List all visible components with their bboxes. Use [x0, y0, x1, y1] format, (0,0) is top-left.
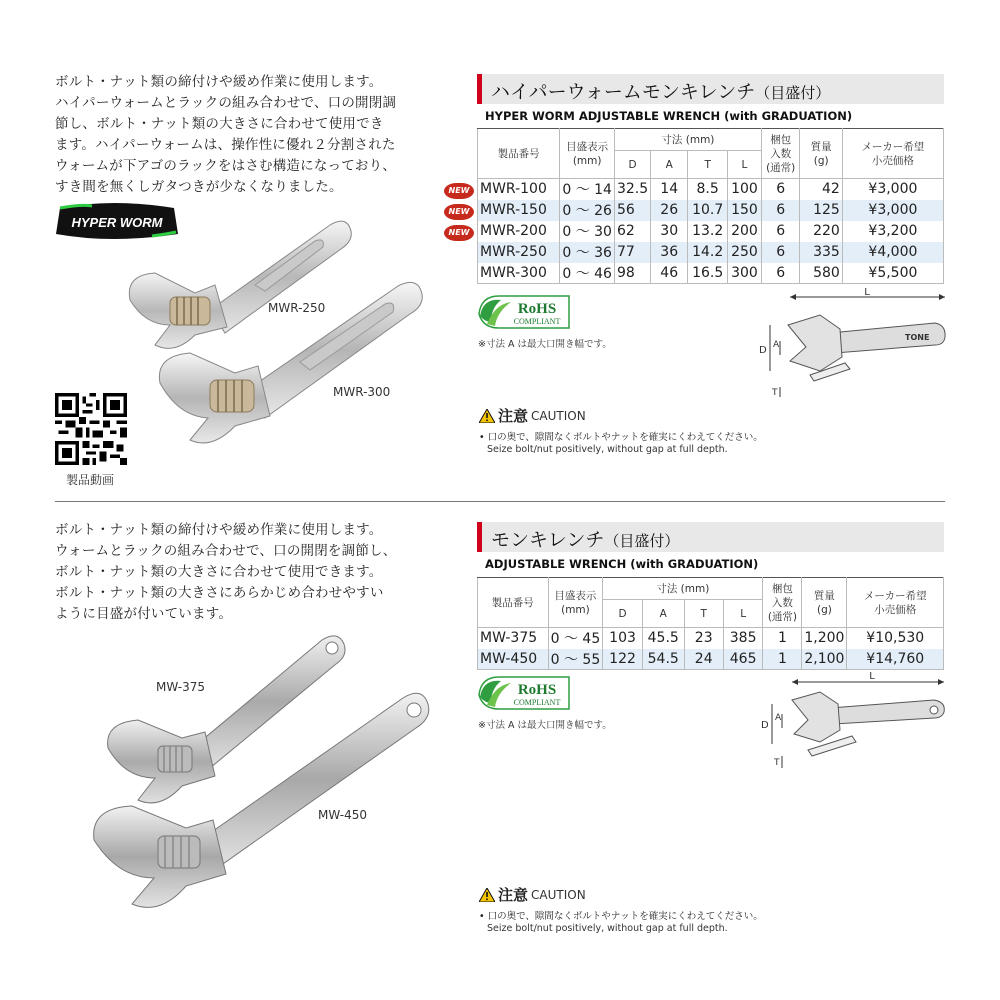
new-badge: NEW — [444, 204, 474, 220]
rohs-compliant-logo — [477, 292, 573, 332]
bottom-desc-line: ボルト・ナット類の締付けや緩め作業に使用します。 — [55, 522, 383, 538]
top-desc-line: ボルト・ナット類の締付けや緩め作業に使用します。 — [55, 74, 383, 90]
dimension-note: ※寸法 A は最大口開き幅です。 — [478, 720, 612, 731]
cell-model: MWR-150 — [478, 200, 560, 221]
cell-scale: 0 ～ 26 — [560, 200, 615, 221]
caution-jp: 注意 — [498, 886, 529, 904]
mw-375-label: MW-375 — [156, 680, 205, 694]
mw-450-label: MW-450 — [318, 808, 367, 822]
hyper-worm-logo-text: HYPER WORM — [71, 215, 163, 230]
top-spec-table — [477, 128, 944, 284]
cell-weight: 1,200 — [802, 628, 847, 649]
cell-price: ¥3,000 — [842, 200, 943, 221]
rohs-text: RoHS — [517, 301, 557, 317]
cell-a: 45.5 — [642, 628, 684, 649]
cell-l: 465 — [723, 649, 763, 670]
cell-scale: 0 ～ 45 — [548, 628, 603, 649]
cell-d: 77 — [614, 242, 650, 263]
bottom-title-suffix: （目盛付） — [604, 532, 680, 550]
section-divider — [55, 501, 945, 502]
table-row — [478, 179, 944, 200]
bottom-description — [55, 520, 396, 625]
cell-a: 30 — [651, 221, 688, 242]
col-t-header: T — [684, 600, 723, 628]
cell-pack: 1 — [763, 628, 802, 649]
cell-l: 385 — [723, 628, 763, 649]
cell-price: ¥4,000 — [842, 242, 943, 263]
top-description — [55, 72, 396, 198]
cell-model: MW-375 — [478, 628, 549, 649]
col-price-header: メーカー希望 小売価格 — [842, 129, 943, 179]
bottom-desc-line: ボルト・ナット類の大きさに合わせて使用できます。 — [55, 564, 383, 580]
new-badge: NEW — [444, 183, 474, 199]
cell-scale: 0 ～ 55 — [548, 649, 603, 670]
cell-price: ¥3,000 — [842, 179, 943, 200]
col-weight-header: 質量 (g) — [800, 129, 842, 179]
cell-pack: 6 — [761, 221, 800, 242]
cell-pack: 6 — [761, 179, 800, 200]
cell-pack: 6 — [761, 263, 800, 284]
caution-line-en: Seize bolt/nut positively, without gap at full depth. — [487, 923, 728, 934]
cell-a: 26 — [651, 200, 688, 221]
col-a-header: A — [651, 151, 688, 179]
cell-l: 150 — [728, 200, 762, 221]
cell-weight: 2,100 — [802, 649, 847, 670]
dimension-note: ※寸法 A は最大口開き幅です。 — [478, 339, 612, 350]
diagram-label-l: L — [869, 671, 875, 682]
cell-scale: 0 ～ 14 — [560, 179, 615, 200]
table-row — [478, 649, 944, 670]
col-weight-header: 質量 (g) — [802, 578, 847, 628]
cell-d: 32.5 — [614, 179, 650, 200]
top-desc-line: すき間を無くしガタつきが少なくなりました。 — [55, 179, 343, 195]
diagram-label-t: T — [772, 388, 778, 398]
cell-weight: 580 — [800, 263, 842, 284]
caution-line-en: Seize bolt/nut positively, without gap at full depth. — [487, 444, 728, 455]
caution-en: CAUTION — [531, 887, 586, 902]
bottom-title-jp: モンキレンチ — [491, 529, 605, 551]
bottom-caution — [479, 884, 763, 934]
cell-model: MWR-200 — [478, 221, 560, 242]
top-title-suffix: （目盛付） — [755, 84, 831, 102]
cell-d: 62 — [614, 221, 650, 242]
col-model-header: 製品番号 — [478, 129, 560, 179]
cell-l: 250 — [728, 242, 762, 263]
bottom-spec-table — [477, 577, 944, 670]
top-section-title — [477, 74, 944, 104]
cell-t: 24 — [684, 649, 723, 670]
cell-scale: 0 ～ 30 — [560, 221, 615, 242]
cell-weight: 335 — [800, 242, 842, 263]
cell-a: 46 — [651, 263, 688, 284]
table-row — [478, 628, 944, 649]
new-badge: NEW — [444, 225, 474, 241]
top-caution — [479, 405, 763, 455]
bottom-section-title — [477, 522, 944, 552]
cell-weight: 42 — [800, 179, 842, 200]
diagram-label-d: D — [759, 345, 767, 356]
table-row — [478, 242, 944, 263]
bottom-desc-line: ように目盛が付いています。 — [55, 606, 233, 622]
top-title-jp: ハイパーウォームモンキレンチ — [491, 81, 756, 103]
rohs-compliant-logo — [477, 673, 573, 713]
top-desc-line: 節し、ボルト・ナット類の大きさに合わせて使用でき — [55, 116, 384, 132]
qr-code-image[interactable] — [55, 393, 127, 465]
caution-en: CAUTION — [531, 408, 586, 423]
diagram-label-t: T — [774, 758, 780, 768]
mw-dimension-diagram — [752, 668, 952, 778]
col-model-header: 製品番号 — [478, 578, 549, 628]
diagram-label-a: A — [773, 340, 780, 350]
caution-jp: 注意 — [498, 407, 529, 425]
mwr-250-label: MWR-250 — [268, 301, 326, 315]
col-l-header: L — [723, 600, 763, 628]
col-dims-header: 寸法 (mm) — [603, 578, 763, 600]
mwr-dimension-diagram — [750, 285, 950, 405]
col-a-header: A — [642, 600, 684, 628]
col-d-header: D — [603, 600, 643, 628]
bottom-desc-line: ボルト・ナット類の大きさにあらかじめ合わせやすい — [55, 585, 384, 601]
col-dims-header: 寸法 (mm) — [614, 129, 761, 151]
cell-model: MWR-250 — [478, 242, 560, 263]
bottom-title-en: ADJUSTABLE WRENCH (with GRADUATION) — [485, 557, 759, 571]
diagram-label-d: D — [761, 720, 769, 731]
mwr-300-label: MWR-300 — [333, 385, 391, 399]
cell-model: MWR-300 — [478, 263, 560, 284]
col-pack-header: 梱包 入数 (通常) — [761, 129, 800, 179]
top-desc-line: ます。ハイパーウォームは、操作性に優れ２分割された — [55, 137, 396, 153]
cell-pack: 6 — [761, 200, 800, 221]
cell-weight: 220 — [800, 221, 842, 242]
table-row — [478, 221, 944, 242]
cell-price: ¥10,530 — [847, 628, 944, 649]
warning-icon — [479, 888, 495, 902]
cell-d: 56 — [614, 200, 650, 221]
cell-weight: 125 — [800, 200, 842, 221]
cell-t: 14.2 — [688, 242, 728, 263]
warning-icon — [479, 409, 495, 423]
table-row — [478, 263, 944, 284]
cell-price: ¥3,200 — [842, 221, 943, 242]
cell-d: 98 — [614, 263, 650, 284]
cell-t: 23 — [684, 628, 723, 649]
cell-l: 200 — [728, 221, 762, 242]
cell-price: ¥14,760 — [847, 649, 944, 670]
cell-scale: 0 ～ 46 — [560, 263, 615, 284]
top-desc-line: ハイパーウォームとラックの組み合わせで、口の開閉調 — [55, 95, 397, 111]
cell-d: 122 — [603, 649, 643, 670]
top-title-en: HYPER WORM ADJUSTABLE WRENCH (with GRADUATION) — [485, 109, 853, 123]
cell-l: 100 — [728, 179, 762, 200]
cell-pack: 1 — [763, 649, 802, 670]
cell-d: 103 — [603, 628, 643, 649]
cell-model: MWR-100 — [478, 179, 560, 200]
rohs-sub: COMPLIANT — [513, 698, 561, 707]
col-price-header: メーカー希望 小売価格 — [847, 578, 944, 628]
qr-caption: 製品動画 — [66, 473, 115, 487]
bottom-desc-line: ウォームとラックの組み合わせで、口の開閉を調節し、 — [55, 543, 397, 559]
cell-a: 54.5 — [642, 649, 684, 670]
col-scale-header: 目盛表示 (mm) — [560, 129, 615, 179]
cell-a: 14 — [651, 179, 688, 200]
mw-450-wrench-image — [88, 688, 433, 918]
diagram-label-a: A — [775, 713, 782, 723]
col-t-header: T — [688, 151, 728, 179]
col-d-header: D — [614, 151, 650, 179]
cell-scale: 0 ～ 36 — [560, 242, 615, 263]
cell-t: 13.2 — [688, 221, 728, 242]
cell-pack: 6 — [761, 242, 800, 263]
col-scale-header: 目盛表示 (mm) — [548, 578, 603, 628]
diagram-brand: TONE — [905, 333, 930, 342]
rohs-text: RoHS — [517, 682, 557, 698]
diagram-label-l: L — [864, 287, 870, 298]
rohs-sub: COMPLIANT — [513, 317, 561, 326]
cell-t: 8.5 — [688, 179, 728, 200]
caution-line-jp: • 口の奥で、隙間なくボルトやナットを確実にくわえてください。 — [479, 432, 763, 443]
table-row — [478, 200, 944, 221]
cell-t: 16.5 — [688, 263, 728, 284]
caution-line-jp: • 口の奥で、隙間なくボルトやナットを確実にくわえてください。 — [479, 911, 763, 922]
cell-model: MW-450 — [478, 649, 549, 670]
cell-a: 36 — [651, 242, 688, 263]
cell-t: 10.7 — [688, 200, 728, 221]
col-l-header: L — [728, 151, 762, 179]
col-pack-header: 梱包 入数 (通常) — [763, 578, 802, 628]
cell-price: ¥5,500 — [842, 263, 943, 284]
cell-l: 300 — [728, 263, 762, 284]
top-desc-line: ウォームが下アゴのラックをはさむ構造になっており、 — [55, 158, 397, 174]
